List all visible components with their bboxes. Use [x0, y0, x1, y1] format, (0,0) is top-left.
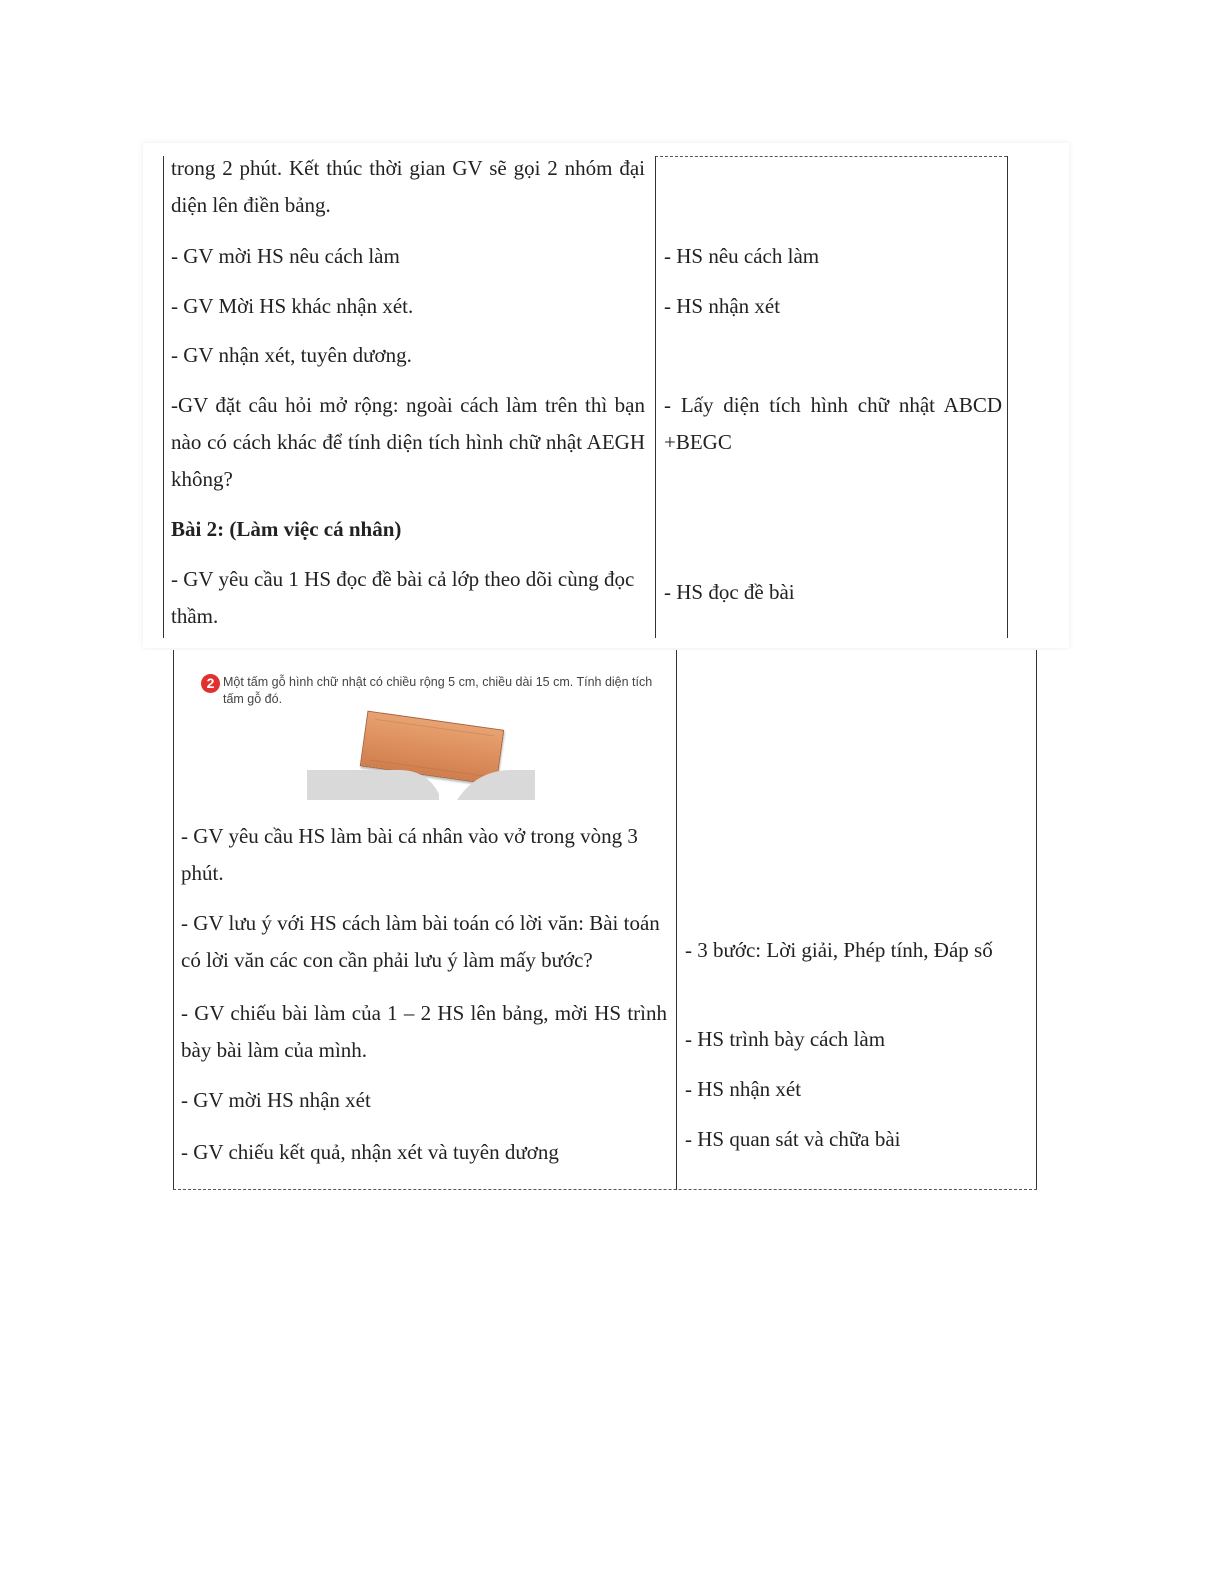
student-step-read-problem: - HS đọc đề bài: [664, 580, 795, 604]
student-step-observe-fix: - HS quan sát và chữa bài: [685, 1127, 901, 1151]
teacher-step-invite-comment: - GV mời HS nhận xét: [181, 1088, 371, 1112]
student-step-state-method: - HS nêu cách làm: [664, 244, 820, 268]
teacher-step-peer-review: - GV Mời HS khác nhận xét.: [171, 294, 414, 318]
teacher-step-word-problem-note: - GV lưu ý với HS cách làm bài toán có lời văn: Bài toán có lời văn các con cần phải lưu ý làm mấy bước?: [181, 911, 660, 972]
table-right-border: [1007, 156, 1008, 638]
student-step-comment: - HS nhận xét: [685, 1077, 802, 1101]
table-column-divider: [655, 156, 656, 638]
exercise-2-figure: [195, 662, 667, 800]
decorative-shape-icon: [307, 764, 535, 800]
teacher-step-intro: trong 2 phút. Kết thúc thời gian GV sẽ gọi 2 nhóm đại diện lên điền bảng.: [171, 156, 645, 217]
table-right-border: [1036, 650, 1037, 1190]
teacher-step-ask-method: - GV mời HS nêu cách làm: [171, 244, 400, 268]
teacher-step-show-result: - GV chiếu kết quả, nhận xét và tuyên dương: [181, 1140, 559, 1164]
table-top-border: [655, 156, 1007, 157]
teacher-step-individual-work: - GV yêu cầu HS làm bài cá nhân vào vở trong vòng 3 phút.: [181, 824, 638, 885]
exercise-2-heading: Bài 2: (Làm việc cá nhân): [171, 517, 402, 541]
exercise-problem-text: Một tấm gỗ hình chữ nhật có chiều rộng 5 cm, chiều dài 15 cm. Tính diện tích tấm gỗ đó.: [223, 675, 653, 706]
table-left-border: [163, 156, 164, 638]
teacher-step-show-work: - GV chiếu bài làm của 1 – 2 HS lên bảng, mời HS trình bày bài làm của mình.: [181, 1001, 667, 1062]
exercise-number-badge: 2: [201, 674, 220, 693]
student-step-three-steps: - 3 bước: Lời giải, Phép tính, Đáp số: [685, 938, 993, 962]
teacher-step-praise: - GV nhận xét, tuyên dương.: [171, 343, 412, 367]
table-bottom-border: [173, 1189, 1037, 1190]
student-step-comment: - HS nhận xét: [664, 294, 781, 318]
table-left-border: [173, 650, 174, 1190]
teacher-step-extension-question: -GV đặt câu hỏi mở rộng: ngoài cách làm trên thì bạn nào có cách khác để tính diện tích hình chữ nhật AEGH không?: [171, 393, 645, 491]
student-step-alt-method: - Lấy diện tích hình chữ nhật ABCD +BEGC: [664, 393, 1002, 454]
table-column-divider: [676, 650, 677, 1190]
student-step-present: - HS trình bày cách làm: [685, 1027, 886, 1051]
teacher-step-read-problem: - GV yêu cầu 1 HS đọc đề bài cả lớp theo dõi cùng đọc thầm.: [171, 567, 635, 628]
